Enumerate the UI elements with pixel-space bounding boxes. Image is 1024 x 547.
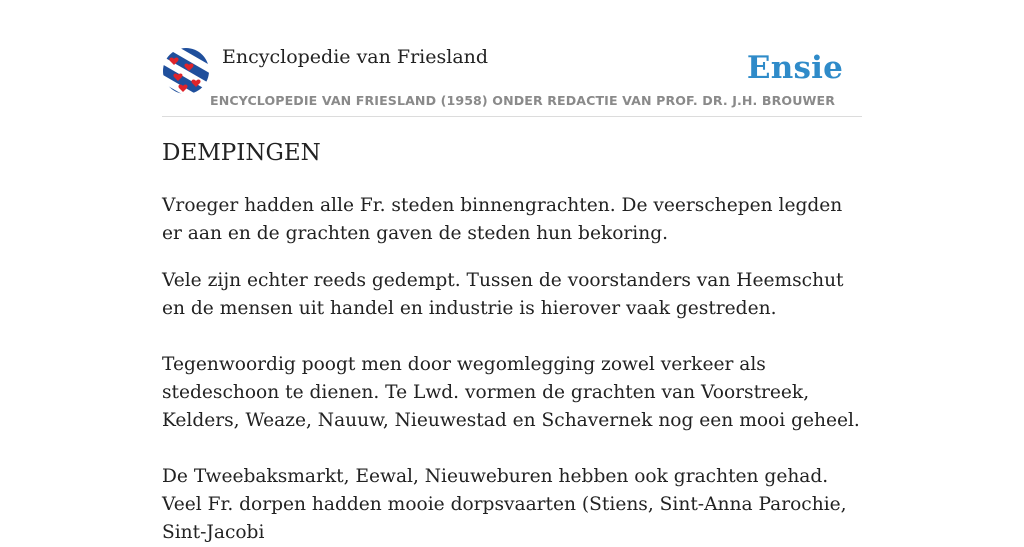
article-title: DEMPINGEN bbox=[162, 140, 321, 166]
paragraph: Tegenwoordig poogt men door wegomlegging zowel verkeer als stedeschoon te dienen. Te Lwd. vormen de grachten van Voorstreek, Kelders, Weaze, Nauuw, Nieuwestad en Schavernek nog een mooi geheel. bbox=[162, 354, 860, 431]
frisian-flag-icon[interactable] bbox=[162, 47, 210, 95]
site-title[interactable]: Encyclopedie van Friesland bbox=[222, 46, 489, 68]
brand-logo[interactable]: Ensie bbox=[746, 50, 843, 86]
article-body bbox=[162, 192, 867, 547]
site-subtitle: ENCYCLOPEDIE VAN FRIESLAND (1958) ONDER REDACTIE VAN PROF. DR. J.H. BROUWER bbox=[210, 93, 836, 108]
paragraph: Vele zijn echter reeds gedempt. Tussen de voorstanders van Heemschut en de mensen uit handel en industrie is hierover vaak gestreden. bbox=[162, 270, 844, 319]
site-header bbox=[162, 44, 862, 117]
paragraph: De Tweebaksmarkt, Eewal, Nieuweburen hebben ook grachten gehad. Veel Fr. dorpen hadden mooie dorpsvaarten (Stiens, Sint-Anna Parochie, Sint-Jacobi bbox=[162, 466, 847, 543]
paragraph: Vroeger hadden alle Fr. steden binnengrachten. De veerschepen legden er aan en de grachten gaven de steden hun bekoring. bbox=[162, 195, 843, 244]
